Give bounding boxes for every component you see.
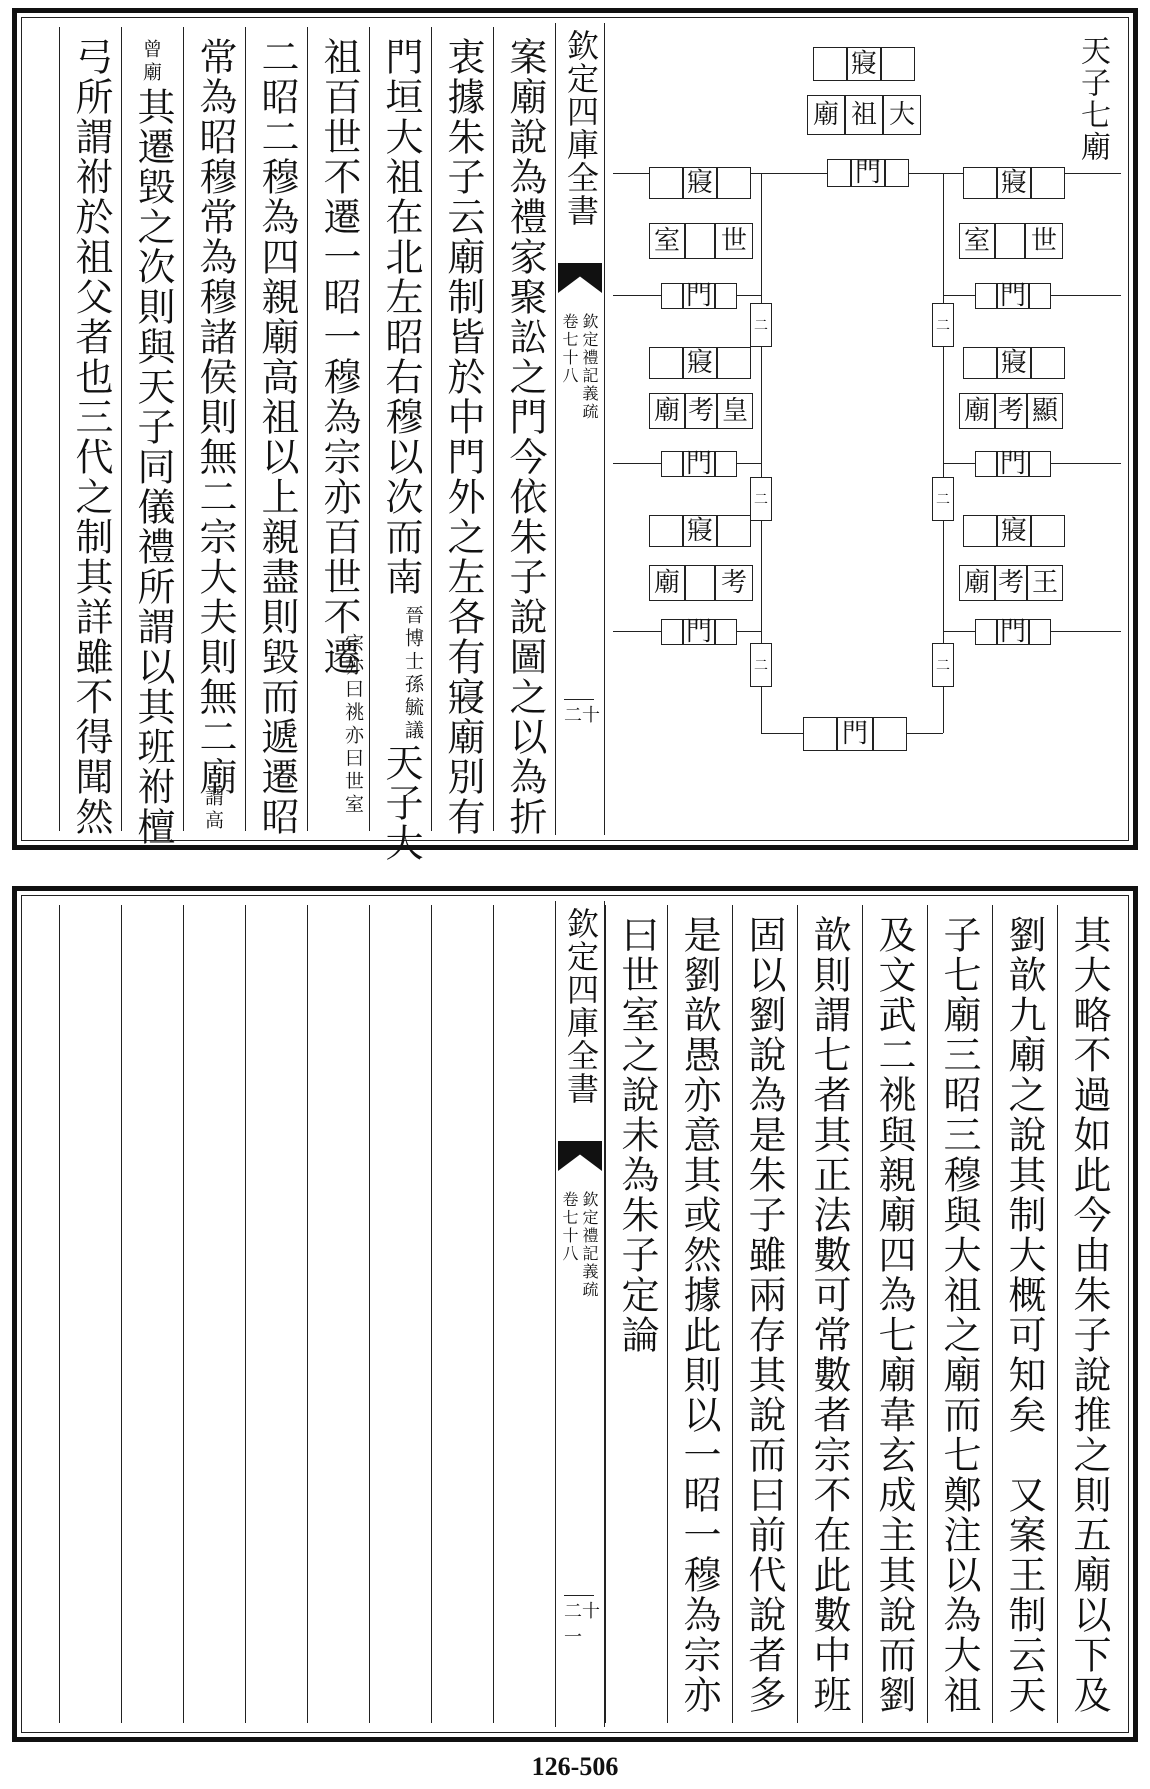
cell-blank	[975, 451, 997, 477]
cell-generation: 世	[715, 223, 753, 259]
cell-blank	[715, 283, 737, 309]
cell-room: 室	[649, 223, 685, 259]
book-title: 欽定四庫全書	[562, 907, 600, 1105]
cell-gate: 門	[683, 619, 715, 645]
center-spine	[555, 23, 605, 835]
cell-sleep: 寢	[997, 515, 1031, 547]
text-column-4	[307, 27, 369, 831]
column-text: 其遷毀之次則與天子同儀禮所謂以其班祔檀	[131, 87, 175, 847]
cell-father: 考	[995, 393, 1027, 429]
cell-blank	[885, 159, 909, 187]
empty-column	[431, 905, 493, 1723]
cell-generation: 顯	[1027, 393, 1063, 429]
column-text: 子七廟三昭三穆與大祖之廟而七鄭注以為大祖	[937, 915, 981, 1715]
text-column-7	[667, 905, 732, 1723]
side-gate: 二	[932, 643, 954, 687]
cell-gate: 門	[997, 619, 1029, 645]
column-text: 歆則謂七者其正法數可常數者宗不在此數中班	[807, 915, 851, 1715]
column-text: 弓所謂祔於祖父者也三代之制其詳雖不得聞然	[69, 37, 113, 837]
column-text: 是劉歆愚亦意其或然據此則以一昭一穆為宗亦	[677, 915, 721, 1715]
cell-blank	[881, 47, 915, 81]
page-mark-line	[564, 699, 594, 700]
column-note: 曾廟	[140, 39, 162, 85]
side-gate: 二	[932, 303, 954, 347]
column-note: 宗亦曰祧亦曰世室	[342, 633, 364, 817]
cell-gate: 門	[851, 159, 885, 187]
cell-blank	[813, 47, 847, 81]
diagram-title: 天子七廟	[1075, 35, 1110, 163]
cell-gate: 門	[837, 717, 873, 751]
cell-blank	[803, 717, 837, 751]
cell-blank	[685, 223, 715, 259]
column-text: 固以劉說為是朱子雖兩存其說而曰前代說者多	[742, 915, 786, 1715]
column-text: 祖百世不遷一昭一穆為宗亦百世不遷	[317, 37, 361, 677]
column-text: 常為昭穆常為穆諸侯則無二宗大夫則無二廟	[193, 37, 237, 797]
column-text: 門垣大祖在北左昭右穆以次而南	[379, 37, 423, 597]
column-note: 謂高	[202, 787, 224, 833]
text-column-2	[992, 905, 1057, 1723]
side-gate: 二	[932, 477, 954, 521]
column-note: 晉博士孫毓議	[402, 605, 424, 743]
cell-blank	[1029, 451, 1051, 477]
column-text: 二昭二穆為四親廟高祖以上親盡則毀而遞遷昭	[255, 37, 299, 837]
column-text: 及文武二祧與親廟四為七廟韋玄成主其說而劉	[872, 915, 916, 1715]
text-column-3	[369, 27, 431, 863]
cell-blank	[715, 451, 737, 477]
volume-title: 欽定禮記義疏	[580, 1191, 599, 1299]
cell-blank	[1031, 167, 1065, 199]
cell-blank	[649, 347, 683, 379]
cell-blank	[715, 619, 737, 645]
cell-blank	[1031, 515, 1065, 547]
fish-tail-mark-icon	[558, 263, 602, 293]
cell-blank	[649, 515, 683, 547]
cell-blank	[963, 347, 997, 379]
center-spine	[555, 901, 605, 1727]
cell-generation: 皇	[717, 393, 753, 429]
page-number: 二十	[564, 705, 600, 726]
book-title: 欽定四庫全書	[562, 29, 600, 227]
cell-sleep: 寢	[847, 47, 881, 81]
cell-temple: 廟	[959, 393, 995, 429]
empty-column	[307, 905, 369, 1723]
cell-room: 室	[959, 223, 995, 259]
empty-column	[59, 905, 121, 1723]
cell-temple: 廟	[959, 565, 995, 601]
page-footer-number: 126-506	[531, 1752, 619, 1781]
text-column-7	[121, 27, 183, 847]
page-lower	[12, 886, 1138, 1742]
page-number: 二十一	[564, 1601, 600, 1648]
column-text: 曰世室之說未為朱子定論	[615, 915, 659, 1355]
cell-sleep: 寢	[683, 347, 717, 379]
cell-blank	[1031, 347, 1065, 379]
cell-father: 考	[715, 565, 753, 601]
cell-blank	[963, 167, 997, 199]
text-column-5	[797, 905, 862, 1723]
cell-blank	[717, 347, 751, 379]
side-gate: 二	[750, 303, 772, 347]
volume-number: 卷七十八	[560, 1191, 579, 1263]
text-column-8	[59, 27, 121, 837]
column-text: 劉歆九廟之說其制大概可知矣 又案王制云天	[1002, 915, 1046, 1715]
cell-temple: 廟	[649, 393, 685, 429]
empty-column	[183, 905, 245, 1723]
cell-ancestor: 祖	[845, 95, 883, 135]
cell-blank	[1029, 619, 1051, 645]
cell-gate: 門	[683, 451, 715, 477]
cell-blank	[995, 223, 1025, 259]
side-gate: 二	[750, 643, 772, 687]
cell-blank	[717, 515, 751, 547]
empty-column	[493, 905, 555, 1723]
empty-column	[245, 905, 307, 1723]
text-column-1	[1057, 905, 1121, 1723]
column-text-continued: 天子大	[379, 743, 423, 863]
column-text: 案廟說為禮家聚訟之門今依朱子說圖之以為折	[503, 37, 547, 837]
cell-blank	[685, 565, 715, 601]
page-upper	[12, 8, 1138, 863]
cell-gate: 門	[997, 283, 1029, 309]
text-column-4	[862, 905, 927, 1723]
column-text: 衷據朱子云廟制皆於中門外之左各有寢廟別有	[441, 37, 485, 837]
cell-blank	[661, 283, 683, 309]
temple-diagram	[613, 25, 1121, 843]
text-column-8	[605, 905, 667, 1723]
cell-blank	[975, 619, 997, 645]
cell-blank	[649, 167, 683, 199]
cell-blank	[975, 283, 997, 309]
column-text: 其大略不過如此今由朱子說推之則五廟以下及	[1067, 915, 1111, 1715]
text-column-6	[732, 905, 797, 1723]
cell-blank	[963, 515, 997, 547]
cell-great: 大	[883, 95, 921, 135]
cell-sleep: 寢	[997, 167, 1031, 199]
cell-generation: 王	[1027, 565, 1063, 601]
cell-blank	[661, 619, 683, 645]
text-column-5	[245, 27, 307, 837]
cell-generation: 世	[1025, 223, 1063, 259]
text-column-3	[927, 905, 992, 1723]
cell-blank	[661, 451, 683, 477]
empty-column	[369, 905, 431, 1723]
cell-blank	[827, 159, 851, 187]
text-column-2	[431, 27, 493, 837]
cell-blank	[717, 167, 751, 199]
text-column-1	[493, 27, 555, 837]
fish-tail-mark-icon	[558, 1141, 602, 1171]
text-column-6	[183, 27, 245, 831]
cell-father: 考	[995, 565, 1027, 601]
cell-father: 考	[685, 393, 717, 429]
cell-sleep: 寢	[683, 515, 717, 547]
empty-column	[121, 905, 183, 1723]
cell-temple: 廟	[807, 95, 845, 135]
cell-gate: 門	[997, 451, 1029, 477]
cell-sleep: 寢	[997, 347, 1031, 379]
cell-blank	[1029, 283, 1051, 309]
volume-title: 欽定禮記義疏	[580, 313, 599, 421]
volume-number: 卷七十八	[560, 313, 579, 385]
page-mark-line	[564, 1595, 594, 1596]
cell-sleep: 寢	[683, 167, 717, 199]
side-gate: 二	[750, 477, 772, 521]
cell-gate: 門	[683, 283, 715, 309]
cell-temple: 廟	[649, 565, 685, 601]
cell-blank	[873, 717, 907, 751]
